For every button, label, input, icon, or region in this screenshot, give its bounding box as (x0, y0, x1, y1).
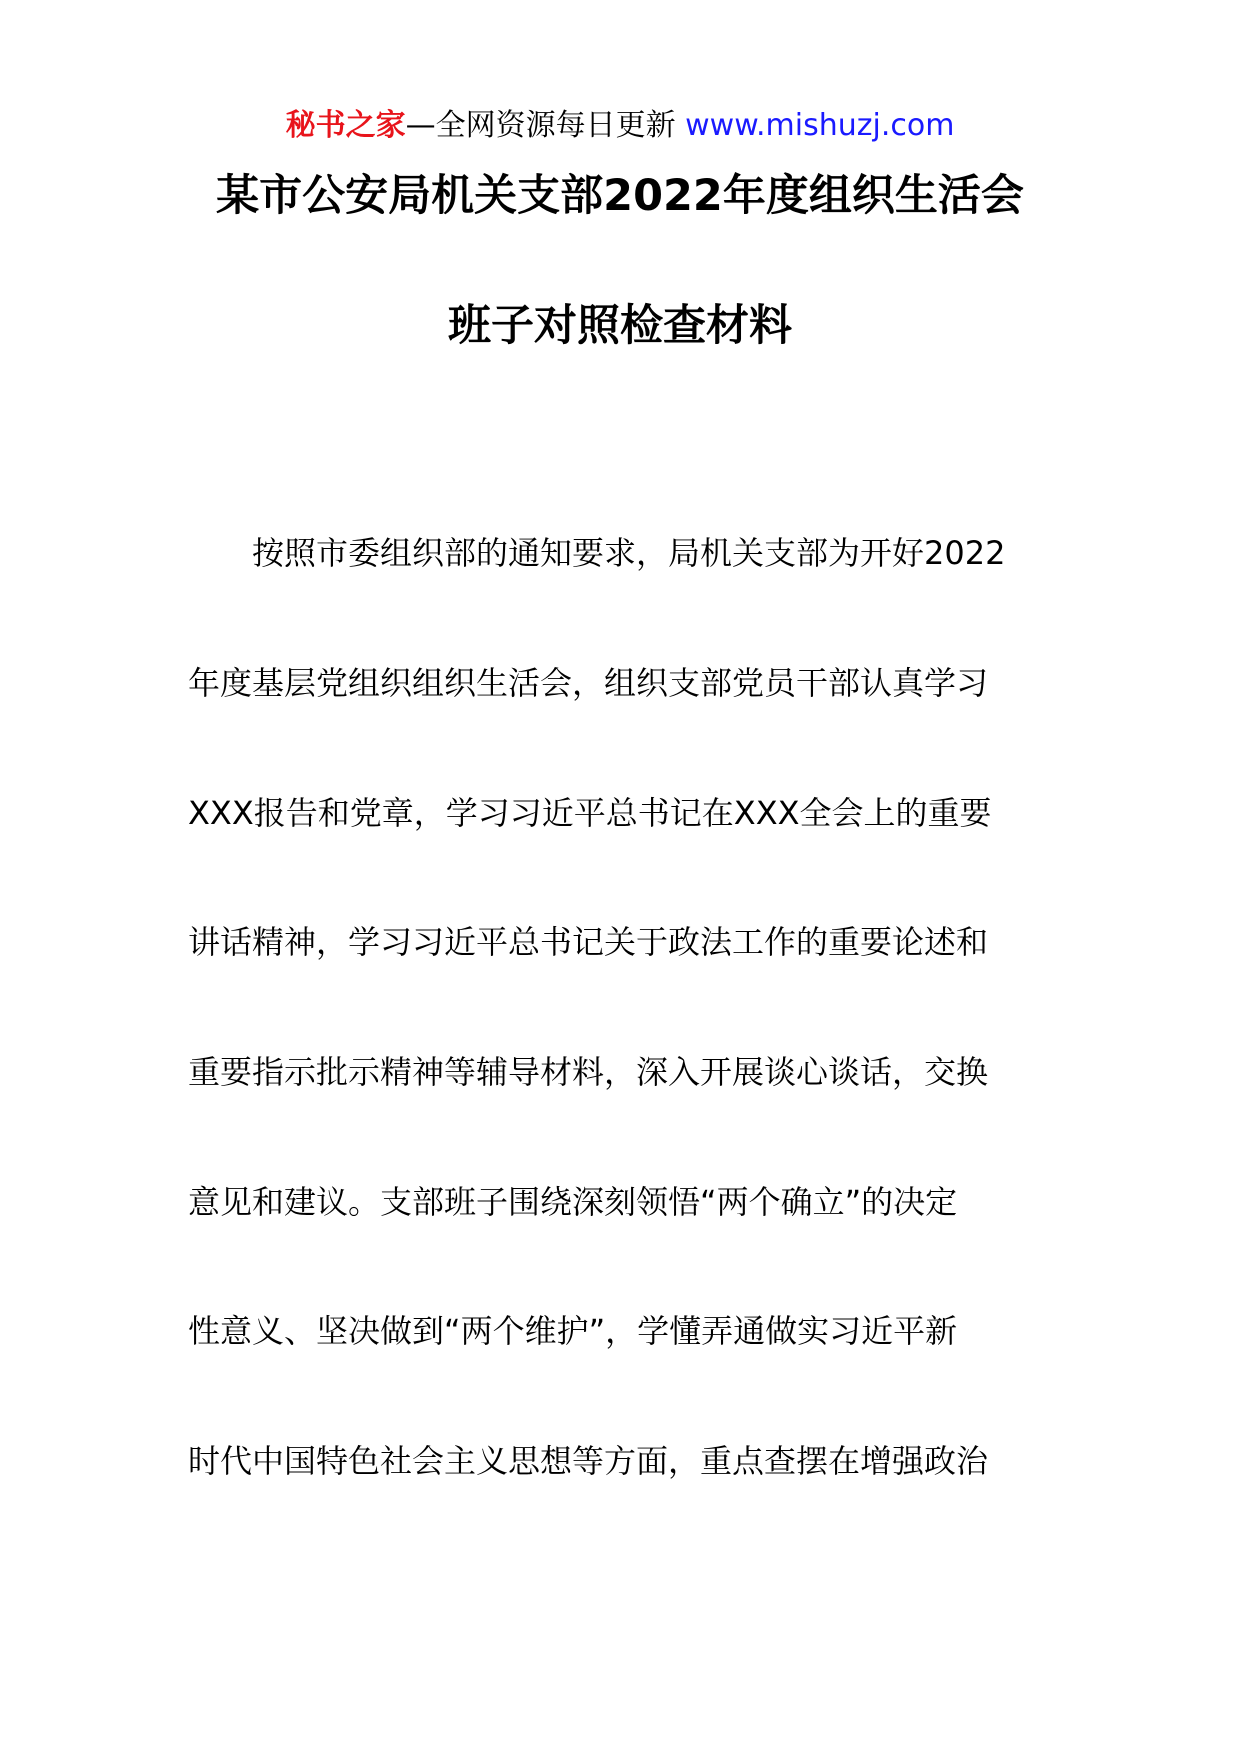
body-text-line: 性意义、坚决做到“两个维护”，学懂弄通做实习近平新 (188, 1312, 958, 1350)
body-text-line: 年度基层党组织组织生活会，组织支部党员干部认真学习 (188, 664, 989, 702)
body-text-line: XXX报告和党章，学习习近平总书记在XXX全会上的重要 (188, 794, 992, 832)
body-text-line: 按照市委组织部的通知要求，局机关支部为开好2022 (252, 534, 1006, 572)
site-header (0, 104, 1240, 148)
body-text-line: 时代中国特色社会主义思想等方面，重点查摆在增强政治 (188, 1442, 989, 1480)
brand-name: 秘书之家 (285, 108, 406, 143)
document-title-line-1: 某市公安局机关支部2022年度组织生活会 (216, 171, 1024, 221)
body-text-line: 意见和建议。支部班子围绕深刻领悟“两个确立”的决定 (188, 1183, 958, 1221)
body-text-line: 讲话精神，学习习近平总书记关于政法工作的重要论述和 (188, 923, 989, 961)
body-text-line: 重要指示批示精神等辅导材料，深入开展谈心谈话，交换 (188, 1053, 989, 1091)
document-title-line-2: 班子对照检查材料 (448, 301, 792, 351)
site-url-link[interactable]: www.mishuzj.com (685, 108, 955, 143)
header-tagline: —全网资源每日更新 (405, 108, 686, 143)
